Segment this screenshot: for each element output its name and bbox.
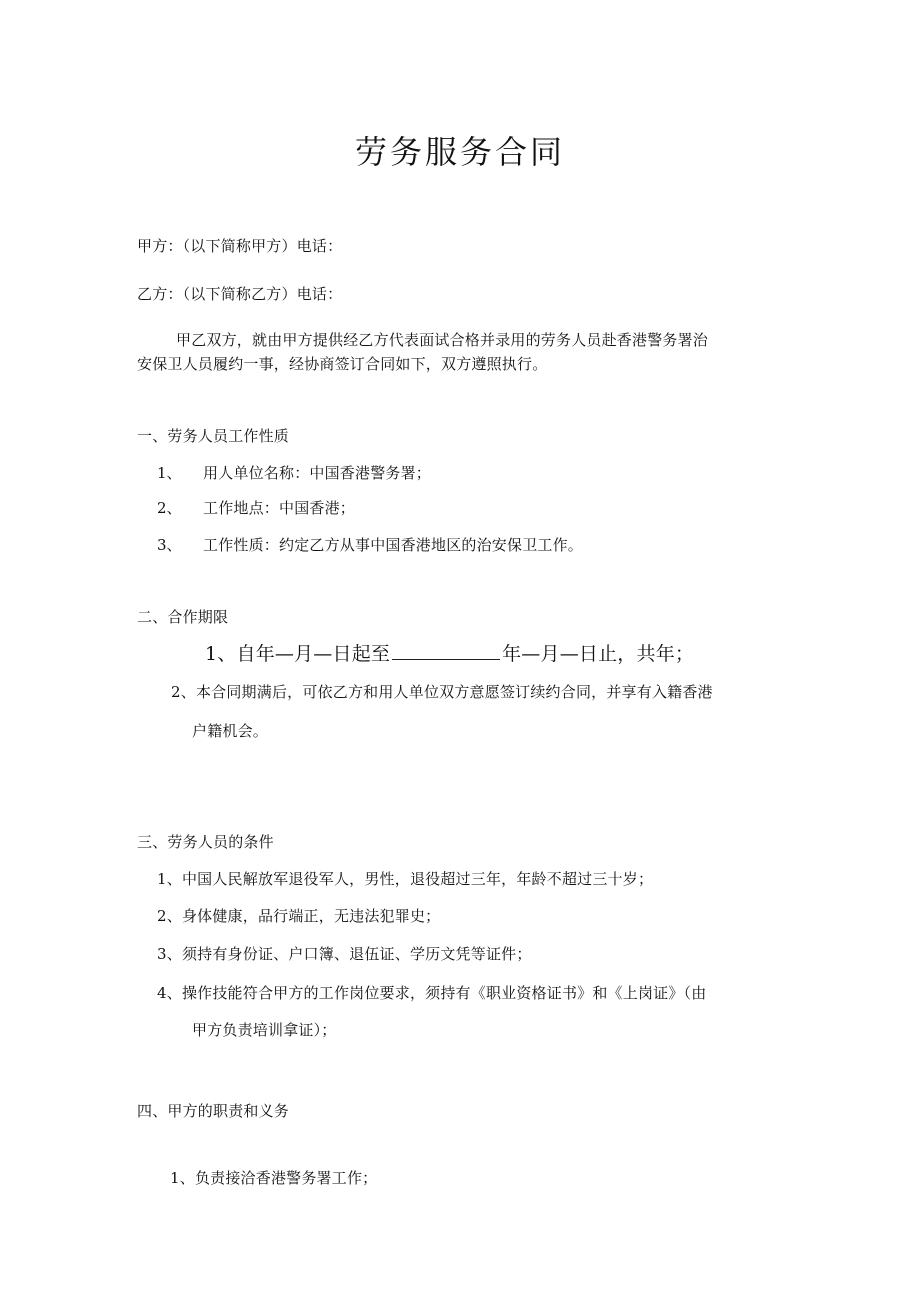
list-item-text: 用人单位名称：中国香港警务署；: [203, 464, 432, 482]
list-item: 2、身体健康，品行端正，无违法犯罪史；: [157, 907, 441, 925]
list-item-text: 工作性质：约定乙方从事中国香港地区的治安保卫工作。: [203, 536, 584, 554]
list-item-continuation: 甲方负责培训拿证）；: [192, 1021, 337, 1039]
list-item: 4、操作技能符合甲方的工作岗位要求，须持有《职业资格证书》和《上岗证》（由: [157, 984, 707, 1002]
section-heading-4: 四、甲方的职责和义务: [137, 1102, 290, 1120]
list-item: 3、须持有身份证、户口簿、退伍证、学历文凭等证件；: [157, 945, 532, 963]
list-item-number: 1、: [157, 464, 182, 482]
list-item-number: 3、: [157, 536, 182, 554]
section-heading-2: 二、合作期限: [137, 608, 229, 626]
section-heading-1: 一、劳务人员工作性质: [137, 427, 290, 445]
party-b-line: 乙方：（以下简称乙方）电话：: [137, 285, 343, 303]
intro-paragraph-line-1: 甲乙双方，就由甲方提供经乙方代表面试合格并录用的劳务人员赴香港警务署治: [176, 331, 709, 349]
term-start-text: 1、自年—月—日起至: [205, 643, 391, 665]
section-heading-3: 三、劳务人员的条件: [137, 833, 274, 851]
term-line: [205, 642, 694, 666]
renewal-line-1: 2、本合同期满后，可依乙方和用人单位双方意愿签订续约合同，并享有入籍香港: [171, 683, 713, 701]
list-item: 1、中国人民解放军退役军人，男性，退役超过三年，年龄不超过三十岁；: [157, 870, 654, 888]
party-a-line: 甲方：（以下简称甲方）电话：: [137, 237, 343, 255]
renewal-line-2: 户籍机会。: [192, 722, 269, 740]
list-item-number: 2、: [157, 499, 182, 517]
list-item: 1、负责接洽香港警务署工作；: [170, 1169, 378, 1187]
page-title: 劳务服务合同: [354, 133, 565, 171]
list-item-text: 工作地点：中国香港；: [203, 499, 356, 517]
term-end-text: 年—月—日止，共年；: [502, 643, 695, 665]
term-blank-underline: [392, 643, 500, 660]
intro-paragraph-line-2: 安保卫人员履约一事，经协商签订合同如下，双方遵照执行。: [137, 355, 548, 373]
